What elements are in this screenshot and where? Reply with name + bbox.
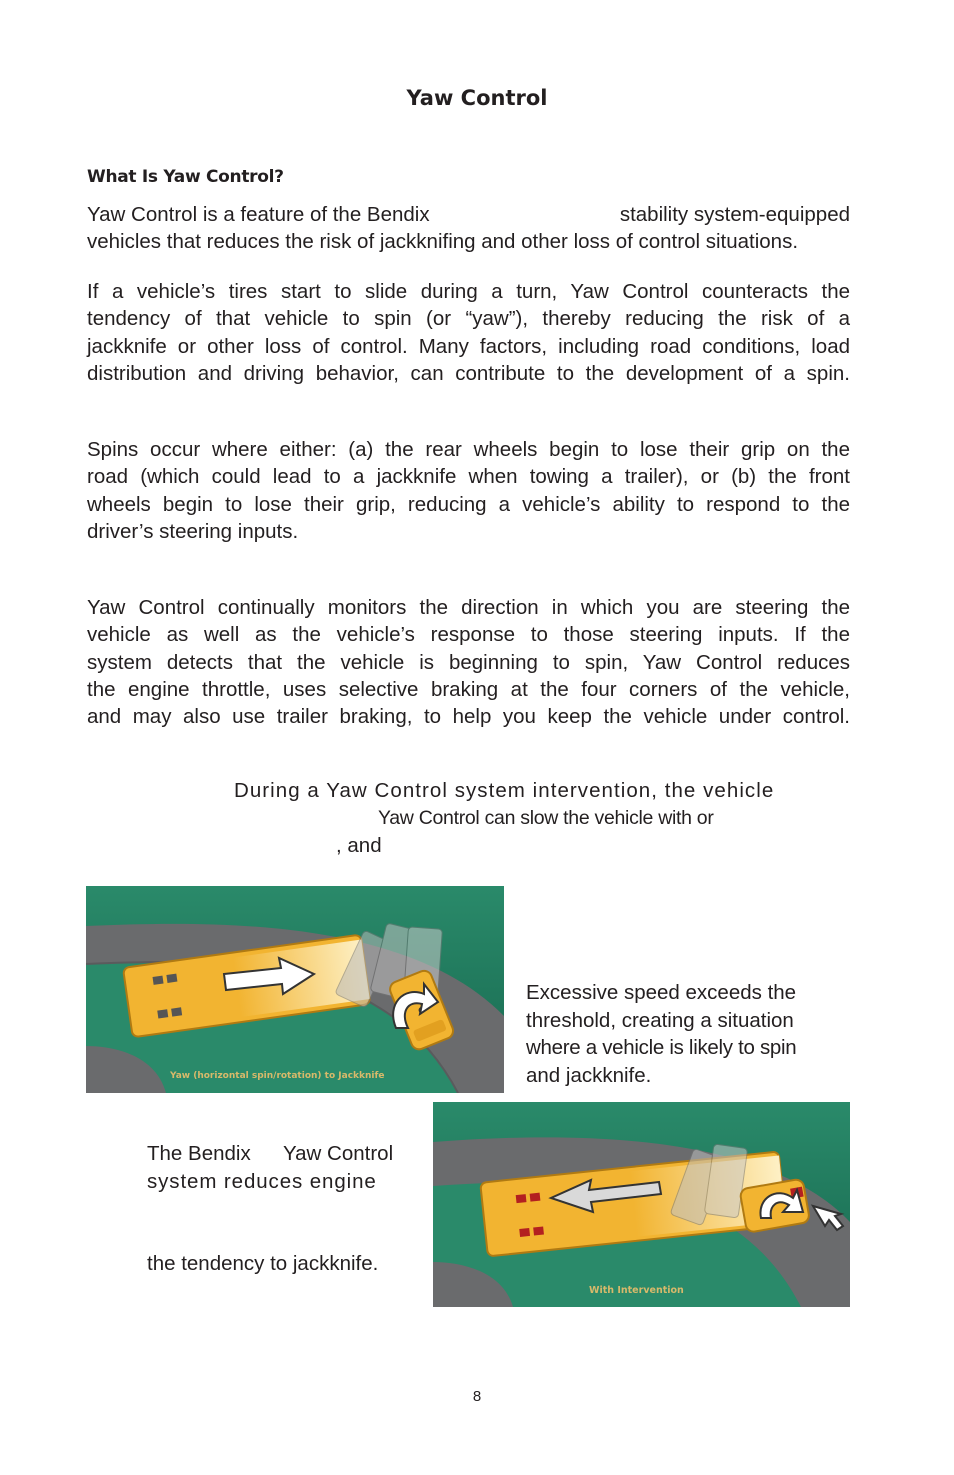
paragraph-spin-tendency [87,278,850,387]
paragraph-line: vehicle as well as the vehicle’s response to those steering inputs. If the [87,623,850,647]
page-title: Yaw Control [406,86,548,110]
intervention-line-1: During a Yaw Control system intervention, the vehicle [234,779,775,802]
paragraph-line: wheels begin to lose their grip, reducing a vehicle’s ability to respond to the [87,492,850,516]
paragraph-line: jackknife or other loss of control. Many factors, including road conditions, load [87,334,850,358]
paragraph-line: system detects that the vehicle is beginning to spin, Yaw Control reduces [87,650,850,674]
intervention-line-2: Yaw Control can slow the vehicle with or [378,807,714,829]
paragraph-line: the engine throttle, uses selective braking at the four corners of the vehicle, [87,677,850,701]
intervention-illustration [433,1102,850,1307]
paragraph-intro [87,201,850,256]
paragraph-line: driver’s steering inputs. [87,519,299,543]
paragraph-line: distribution and driving behavior, can contribute to the development of a spin. [87,361,850,385]
paragraph-line: and may also use trailer braking, to help you keep the vehicle under control. [87,705,850,729]
paragraph-line: Spins occur where either: (a) the rear wheels begin to lose their grip on the [87,438,850,461]
paragraph-monitoring [87,594,850,730]
paragraph-line: tendency of that vehicle to spin (or “yaw”), thereby reducing the risk of a [87,307,850,331]
section-heading: What Is Yaw Control? [87,167,284,187]
page-number: 8 [472,1388,482,1405]
paragraph-line: Yaw Control continually monitors the direction in which you are steering the [87,596,850,619]
paragraph-line: Yaw Control is a feature of the Bendix stability system-equipped [87,203,850,226]
intervention-line-3: , and [336,834,382,857]
figure-caption: Yaw (horizontal spin/rotation) to Jackknife [170,1071,385,1081]
paragraph-line: vehicles that reduces the risk of jackknifing and other loss of control situations. [87,230,799,254]
figure-1-description: Excessive speed exceeds the threshold, creating a situation where a vehicle is likely to spin and jackknife. [526,981,797,1087]
jackknife-illustration [86,886,504,1093]
figure-intervention [433,1102,850,1307]
figure-jackknife [86,886,504,1093]
paragraph-spins-occur [87,436,850,545]
paragraph-line: If a vehicle’s tires start to slide during a turn, Yaw Control counteracts the [87,280,850,303]
figure-caption: With Intervention [589,1285,684,1296]
paragraph-line: road (which could lead to a jackknife when towing a trailer), or (b) the front [87,465,850,489]
